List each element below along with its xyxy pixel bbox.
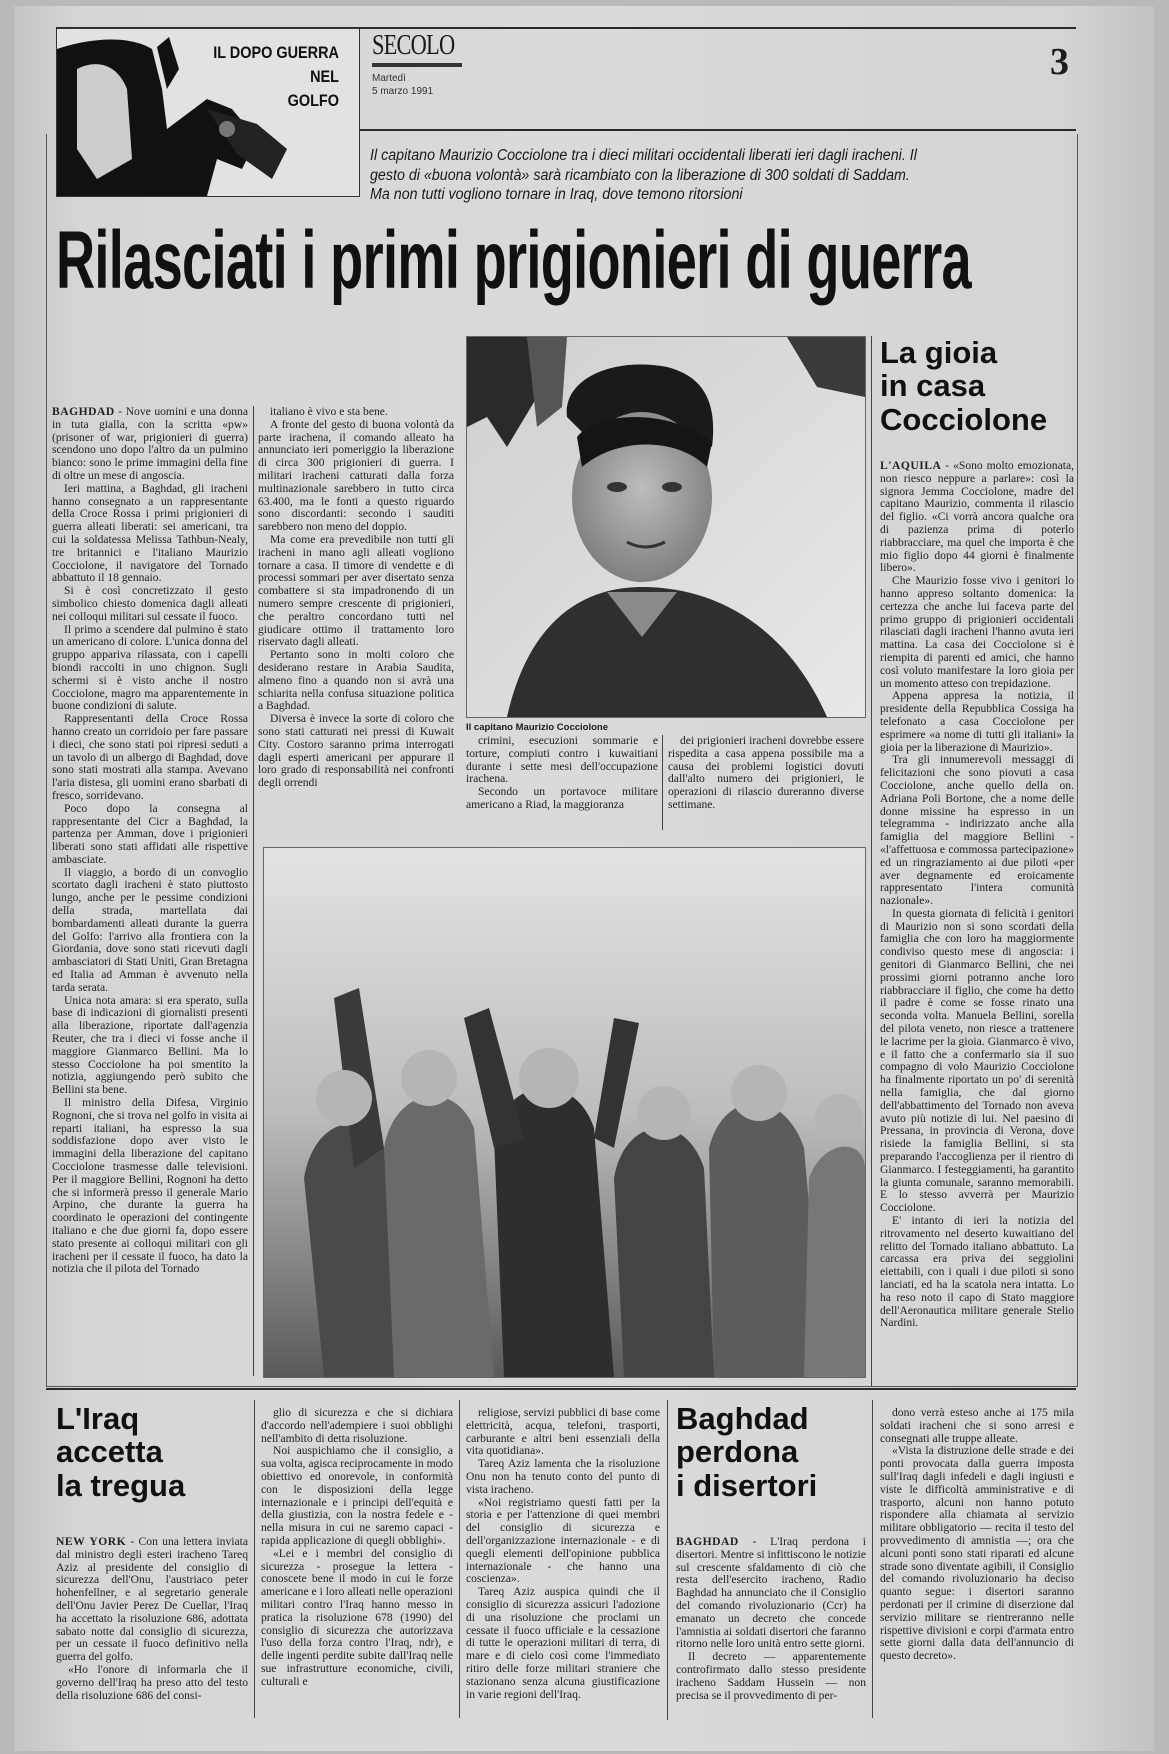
paragraph: E' intanto di ieri la notizia del ritrovamento nel deserto kuwaitiano del relitto del Tornado italiano abbattuto. La carcassa era priva dei seggiolini eiettabili, con i quali i due piloti si sono lanciati, ed ha la scatola nera intatta. Lo ha reso noto il capo di Stato maggiore dell'Aeronautica militare generale Stelio Nardini. bbox=[880, 1214, 1074, 1330]
dateline: BAGHDAD bbox=[676, 1536, 739, 1548]
sidebar-column bbox=[880, 460, 1074, 1385]
section-rule bbox=[46, 1388, 1076, 1390]
paragraph: Pertanto sono in molti coloro che desiderano restare in Arabia Saudita, almeno fino a quando non si avrà una schiarita nella confusa situazione politica a Baghdad. bbox=[258, 648, 454, 713]
truce-headline-line: la tregua bbox=[56, 1467, 186, 1503]
section-label-line: GOLFO bbox=[287, 91, 339, 110]
paragraph: dei prigionieri iracheni dovrebbe essere rispedita a casa appena possibile ma a causa dei problemi logistici dovuti dall'alto numero dei prigionieri, le operazioni di rilascio dureranno diverse settimane. bbox=[668, 735, 864, 811]
lead-text: - Con una lettera inviata dal ministro degli esteri iracheno Tareq Aziz al presidente del consiglio di sicurezza dell'Onu, l'austriaco peter hohenfellner, e al segretario generale dell'Onu Javier Perez De Cuellar, l'Iraq ha accettato la risoluzione 686, adottata sabato notte dal consiglio di sicurezza, per un cessate il fuoco definitivo nella guerra del golfo. bbox=[56, 1536, 248, 1664]
article-divider bbox=[667, 1400, 668, 1720]
paragraph: Il ministro della Difesa, Virginio Rognoni, che si trova nel golfo in visita ai reparti italiani, ha espresso la sua soddisfazione dopo aver visto le immagini della liberazione del capitano Cocciolone trasmesse dalle televisioni. Per il maggiore Bellini, Rognoni ha detto che si informerà presso il generale Mario Arpino, che durante la guerra ha coordinato le operazioni del contingente italiano e che due giorni fa, dopo essere stato presente ai colloqui militari con gli iracheni per il cessate il fuoco, ha dato la notizia che il pilota del Tornado bbox=[52, 1096, 248, 1276]
paragraph: religiose, servizi pubblici di base come elettricità, acqua, telefoni, trasporti, carburante e altri beni essenziali della vita quotidiana». bbox=[466, 1407, 660, 1458]
paragraph: Ma come era prevedibile non tutti gli iracheni in mano agli alleati vogliono tornare a casa. Il timore di vendette e di processi sommari per aver disertato senza combattere si sta impadronendo di un numero sempre crescente di prigionieri, che peraltro concordano tutti nel giudicare ottimo il trattamento loro riservato dagli alleati. bbox=[258, 532, 454, 649]
column-divider bbox=[872, 1400, 873, 1718]
paragraph: «Ho l'onore di informarla che il governo dell'Iraq ha preso atto del testo della risoluzione 686 del consi- bbox=[56, 1662, 248, 1702]
dateline: L'AQUILA bbox=[880, 460, 942, 472]
column-divider bbox=[253, 406, 254, 1376]
header-rule bbox=[360, 129, 1076, 131]
deserters-headline-line: Baghdad bbox=[676, 1401, 809, 1436]
column-divider bbox=[662, 735, 663, 830]
paragraph: Ieri mattina, a Baghdad, gli iracheni hanno consegnato a un rappresentante della Croce Rossa i primi prigionieri di guerra alleati liberati: sei americani, tra cui la soldatessa Melissa Tathbun-Nealy, tre britannici e l'italiano Maurizio Cocciolone, il navigatore del Tornado abbattuto il 18 gennaio. bbox=[52, 481, 248, 585]
paragraph: «Lei e i membri del consiglio di sicurezza - prosegue la lettera - conoscete bene il modo in cui le forze americane e i loro alleati nelle operazioni militari contro l'Iraq hanno messo in pratica la risoluzione 678 (1990) del consiglio di sicurezza che autorizzava l'uso della forza contro l'Iraq, ndr), e delle ingenti perdite subite dall'Iraq nelle sue infrastrutture economiche, civili, culturali e bbox=[261, 1546, 453, 1688]
lead-text: - Nove uomini e una donna in tuta gialla, con la scritta «pw» (prisoner of war, prigionieri di guerra) scendono uno dopo l'altro da un pulmino bianco: sono le prime immagini della fine di oltre un mese di angoscia. bbox=[52, 406, 248, 482]
truce-headline-line: accetta bbox=[56, 1434, 163, 1470]
dateline: BAGHDAD bbox=[52, 406, 115, 418]
paragraph: Il primo a scendere dal pulmino è stato un americano di colore. L'unica donna del gruppo appariva rilassata, con i capelli biondi raccolti in uno chignon. Sugli schermi si è visto anche il nostro Cocciolone, magro ma apparentemente in buone condizioni di salute. bbox=[52, 622, 248, 713]
paragraph: Poco dopo la consegna al rappresentante del Cicr a Baghdad, la partenza per Amman, dove i prigionieri liberati sono stati affidati alle rispettive ambasciate. bbox=[52, 801, 248, 866]
sidebar-divider bbox=[871, 336, 872, 1386]
paragraph: «Vista la distruzione delle strade e dei ponti provocata dalla guerra imposta sull'Iraq dagli infedeli e dagli ingiusti e viste le difficoltà amministrative e di trasporto, alcuni non hanno potuto rispondere alla chiamata al servizio militare obbligatorio — recita il testo del provvedimento di amnistia —; ora che alcuni ponti sono stati riparati ed alcune strade sono diventate agibili, il Consiglio del comando rivoluzionario ha deciso quanto segue: i disertori saranno perdonati per il crimine di diserzione dal servizio militare se rientreranno nelle rispettive divisioni e corpi d'armata entro sette giorni dalla data dell'annuncio di questo decreto». bbox=[880, 1444, 1074, 1663]
lead-paragraph bbox=[676, 1536, 866, 1651]
photo-caption: Il capitano Maurizio Cocciolone bbox=[466, 722, 608, 733]
lead-paragraph bbox=[880, 460, 1074, 575]
issue-date bbox=[372, 72, 433, 98]
article-column-3 bbox=[466, 735, 658, 831]
paragraph: Unica nota amara: si era sperato, sulla base di indicazioni di giornalisti presenti alla liberazione, riportate dall'agenzia Reuter, che tra i dieci vi fosse anche il maggiore Gianmarco Bellini. Ma lo stesso Cocciolone ha poi smentito la notizia, aggiungendo però subito che Bellini sta bene. bbox=[52, 993, 248, 1097]
paragraph: Diversa è invece la sorte di coloro che sono stati catturati nei pressi di Kuwait City. Costoro saranno prima interrogati dagli esperti americani per appurare il loro grado di responsabilità nei confronti degli orrendi bbox=[258, 712, 454, 790]
paragraph: Noi auspichiamo che il consiglio, a sua volta, agisca reciprocamente in modo obiettivo ed onorevole, in conformità con le disposizioni della legge internazionale e i principi dell'equità e della giustizia, con la nostra fedele e - nella misura in cui ne saremo capaci - rapida applicazione di quegli obblighi». bbox=[261, 1444, 453, 1547]
portrait-photo bbox=[466, 336, 866, 718]
lead-paragraph bbox=[56, 1536, 248, 1664]
article-column-1 bbox=[52, 406, 248, 1378]
paragraph: glio di sicurezza e che si dichiara d'accordo nell'adempiere i suoi obblighi nell'ambito di detta risoluzione. bbox=[261, 1407, 453, 1445]
section-label-line: NEL bbox=[310, 67, 339, 86]
issue-date-text: 5 marzo 1991 bbox=[372, 86, 434, 97]
truce-headline-line: L'Iraq bbox=[56, 1401, 140, 1436]
paragraph: «Noi registriamo questi fatti per la storia e per l'attenzione di quei membri del consiglio di sicurezza e dell'organizzazione internazionale - e di quegli elementi dell'opinione pubblica internazionale - che hanno una coscienza». bbox=[466, 1495, 660, 1586]
sidebar-headline-line: Cocciolone bbox=[880, 401, 1048, 437]
paragraph: italiano è vivo e sta bene. bbox=[270, 406, 388, 418]
paragraph: A fronte del gesto di buona volontà da parte irachena, il comando alleato ha annunciato ieri pomeriggio la liberazione di circa 300 prigionieri di guerra. I militari iracheni catturati dalla forza multinazionale sarebbero in tutto circa 63.400, ma le fonti a questo riguardo sono discordanti: secondo i sauditi sarebbero non meno del doppio. bbox=[258, 417, 454, 534]
column-divider bbox=[254, 1400, 255, 1718]
paragraph: Secondo un portavoce militare americano a Riad, la maggioranza bbox=[466, 785, 658, 811]
sidebar-headline bbox=[880, 336, 1047, 436]
deserters-column-2 bbox=[880, 1407, 1074, 1717]
truce-column-2 bbox=[261, 1407, 453, 1717]
lead-text: - «Sono molto emozionata, non riesco neppure a parlare»: così la signora Jemma Cocciolone, madre del capitano Maurizio, commenta il rilascio del figlio. «Ci vorrà ancora qualche ora di pazienza prima di poterlo riabbracciare, ma quel che importa è che mio figlio dopo 44 giorni è finalmente libero». bbox=[880, 460, 1074, 575]
deserters-headline-line: i disertori bbox=[676, 1467, 818, 1503]
kicker: Il capitano Maurizio Cocciolone tra i dieci militari occidentali liberati ieri dagli iracheni. Il gesto di «buona volontà» sarà ricambiato con la liberazione di 300 soldati di Saddam. Ma non tutti vogliono tornare in Iraq, dove temono ritorsioni bbox=[370, 147, 917, 203]
paragraph: Il viaggio, a bordo di un convoglio scortato dagli iracheni è stato piuttosto lungo, anche per le pessime condizioni della strada, martellata dai bombardamenti alleati durante la guerra del Golfo: l'arrivo alla frontiera con la Giordania, dove sono stati ricevuti dagli ambasciatori di Stati Uniti, Gran Bretagna ed Italia ad Amman è avvenuto nella tarda serata. bbox=[52, 865, 248, 994]
deserters-headline-line: perdona bbox=[676, 1434, 799, 1470]
paragraph: Che Maurizio fosse vivo i genitori lo hanno appreso soltanto domenica: la certezza che anche lui faceva parte del primo gruppo di prigionieri occidentali rilasciati dagli iracheni l'hanno avuta ieri mattina. La casa dei Cocciolone si è riempita di parenti ed amici, che hanno così voluto manifestare la loro gioia per un momento atteso con trepidazione. bbox=[880, 574, 1074, 690]
paragraph: crimini, esecuzioni sommarie e torture, compiuti contro i kuwaitiani durante i sette mesi dell'occupazione irachena. bbox=[466, 735, 658, 786]
column-divider bbox=[459, 1400, 460, 1718]
paragraph: In questa giornata di felicità i genitori di Maurizio non si sono scordati della famiglia che con loro ha maggiormente condiviso questo mese di angoscia: i genitori di Gianmarco Bellini, che nei prossimi giorni potranno anche loro riabbracciare il figlio, che come ha detto il padre è come se fosse rinato una seconda volta. Manuela Bellini, sorella del pilota veneto, non riesce a trattenere le lacrime per la gioia. Gianmarco è vivo, e il fatto che a confermarlo sia il suo compagno di volo Maurizio Cocciolone ha finalmente riportato un po' di serenità nella famiglia, che dal giorno dell'abbattimento del Tornado non aveva avuto più notizie di lui. Nel paesino di Pressana, in provincia di Verona, dove risiede la famiglia Bellini, si sta preparando l'accoglienza per il rientro di Gianmarco. I festeggiamenti, ha garantito la giunta comunale, saranno memorabili. E lo stesso avverrà per Maurizio Cocciolone. bbox=[880, 906, 1074, 1215]
group-photo bbox=[263, 847, 866, 1378]
sidebar-headline-line: La gioia bbox=[880, 335, 998, 370]
paragraph: Tareq Aziz auspica quindi che il consiglio di sicurezza assicuri l'adozione di una risoluzione che proclami un cessate il fuoco ufficiale e la cessazione di tutte le operazioni militari di terra, di mare e di cielo così come l'immediato ritiro delle forze militari straniere che stazionano senza alcuna giustificazione in varie regioni dell'Iraq. bbox=[466, 1585, 660, 1701]
paragraph: Appena appresa la notizia, il presidente della Repubblica Cossiga ha telefonato a casa Cocciolone per esprimere «a nome di tutti gli italiani» la gioia per la liberazione di Maurizio». bbox=[880, 689, 1074, 754]
dateline: NEW YORK bbox=[56, 1536, 127, 1548]
article-column-4 bbox=[668, 735, 864, 831]
masthead-bar bbox=[372, 63, 462, 67]
issue-day: Martedì bbox=[372, 73, 406, 84]
paragraph: Tareq Aziz lamenta che la risoluzione Onu non ha tenuto conto del punto di vista iracheno. bbox=[466, 1457, 660, 1496]
article-column-2 bbox=[258, 406, 454, 830]
paragraph: dono verrà esteso anche ai 175 mila soldati iracheni che si sono arresi e consegnati alle truppe alleate. bbox=[880, 1407, 1074, 1445]
truce-column-1 bbox=[56, 1536, 248, 1716]
paragraph: Il decreto — apparentemente controfirmato dallo stesso presidente iracheno Saddam Hussein — non precisa se il provvedimento di per- bbox=[676, 1650, 866, 1702]
lead-paragraph bbox=[52, 406, 248, 483]
truce-column-3 bbox=[466, 1407, 660, 1717]
truce-headline bbox=[56, 1402, 185, 1502]
lead-text: - L'Iraq perdona i disertori. Mentre si infittiscono le notizie sul crescente sfaldamento di ciò che resta dell'esercito iracheno, Radio Baghdad ha annunciato che il Consiglio del comando rivoluzionario (Ccr) ha emanato un decreto che concede l'amnistia ai soldati disertori che faranno ritorno nelle loro unità entro sette giorni. bbox=[676, 1536, 866, 1651]
headline: Rilasciati i primi prigionieri di guerra bbox=[56, 215, 971, 306]
section-label-line: IL DOPO GUERRA bbox=[213, 43, 339, 62]
page-number: 3 bbox=[1050, 41, 1069, 83]
deserters-headline bbox=[676, 1402, 817, 1502]
paragraph: Tra gli innumerevoli messaggi di felicitazioni che sono piovuti a casa Cocciolone, anche quello della on. Adriana Poli Bortone, che a nome delle donne missine ha espresso in un telegramma - indirizzato anche alla famiglia del maggiore Bellini - «l'affettuosa e commossa partecipazione» ed un ringraziamento ai due piloti «per aver degnamente ed eroicamente rappresentato l'intera comunità nazionale». bbox=[880, 753, 1074, 908]
paragraph: Rappresentanti della Croce Rossa hanno creato un corridoio per fare passare i dieci, che sono stati poi ripresi seduti a un tavolo di un albergo di Baghdad, dove sono stati mostrati alla stampa. Avevano l'aria distesa, gli uomini erano sbarbati di fresco, sorridevano. bbox=[52, 712, 248, 802]
deserters-column-1 bbox=[676, 1536, 866, 1720]
masthead: SECOLO bbox=[372, 30, 455, 61]
paragraph: Si è così concretizzato il gesto simbolico chiesto domenica dagli alleati nei colloqui militari sul cessate il fuoco. bbox=[52, 584, 248, 623]
sidebar-headline-line: in casa bbox=[880, 368, 986, 404]
